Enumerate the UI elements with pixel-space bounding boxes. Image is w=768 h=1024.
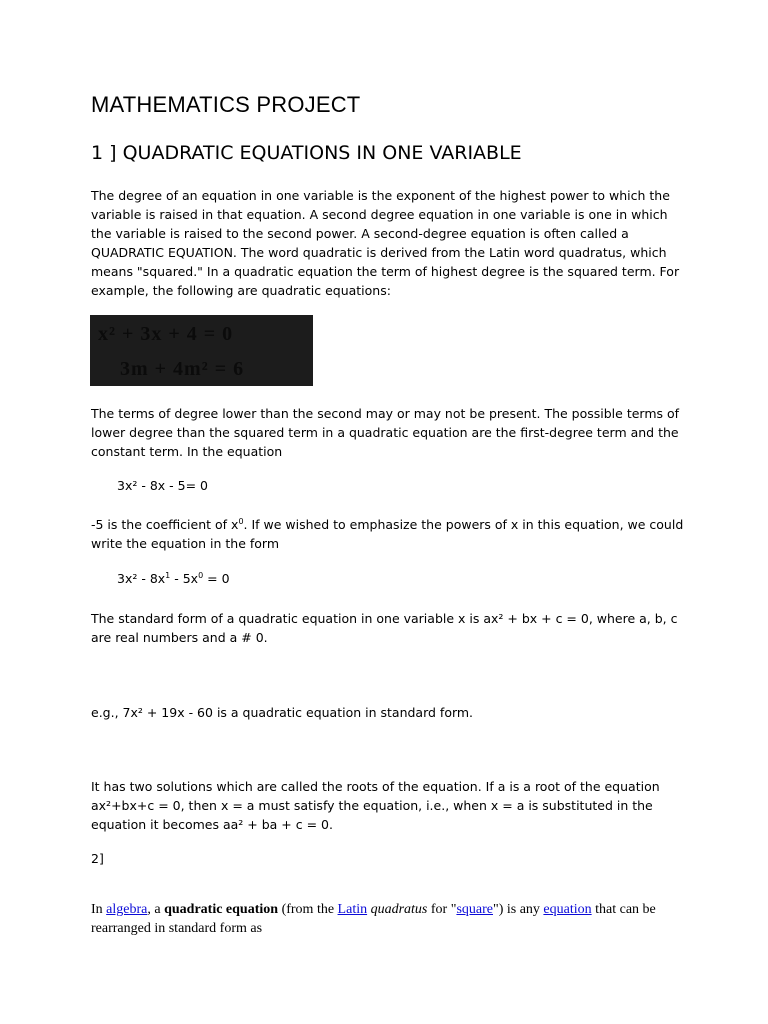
wiki-text-2: , a bbox=[147, 902, 165, 917]
wiki-bold-term: quadratic equation bbox=[164, 902, 279, 917]
link-square[interactable]: square bbox=[456, 902, 493, 917]
paragraph-coefficient bbox=[91, 515, 691, 553]
para3-superscript: 0 bbox=[238, 517, 244, 526]
wiki-text-1: In bbox=[91, 902, 107, 917]
para3-prefix: -5 is the coefficient of x bbox=[91, 517, 239, 532]
wiki-italic-word: quadratus bbox=[370, 902, 428, 917]
paragraph-lower-degree: The terms of degree lower than the second may or may not be present. The possible terms of lower degree than the squared term in a quadratic equation are the first-degree term and the constant term. In the equation bbox=[91, 406, 680, 459]
wiki-text-6: ") is any bbox=[492, 902, 544, 917]
paragraph-intro: The degree of an equation in one variable is the exponent of the highest power to which the variable is raised in that equation. A second degree equation in one variable is one in which the variable is raised to the second power. A second-degree equation is often called a QUADRATIC EQUATION. The word quadratic is derived from the Latin word quadratus, which means "squared." In a quadratic equation the term of highest degree is the squared term. For example, the following are quadratic equations: bbox=[91, 188, 680, 298]
para3-suffix: . If we wished to emphasize the powers of x in this equation, we could write the equation in the form bbox=[91, 517, 684, 551]
eq2-part-b: - 5x bbox=[170, 571, 199, 586]
wiki-text-3: (from the bbox=[278, 902, 338, 917]
paragraph-example: e.g., 7x² + 19x - 60 is a quadratic equation in standard form. bbox=[91, 705, 474, 720]
equation-image-line1: x² + 3x + 4 = 0 bbox=[98, 323, 234, 345]
eq2-sup-1: 1 bbox=[165, 571, 171, 580]
link-equation[interactable]: equation bbox=[543, 902, 592, 917]
wiki-text-7: that can be rearranged in standard form as bbox=[91, 902, 656, 936]
equation-example-2 bbox=[117, 571, 230, 586]
link-algebra[interactable]: algebra bbox=[106, 902, 148, 917]
equation-image bbox=[90, 315, 313, 386]
equation-example-1: 3x² - 8x - 5= 0 bbox=[117, 478, 208, 493]
paragraph-standard-form: The standard form of a quadratic equation in one variable x is ax² + bx + c = 0, where a, b, c are real numbers and a # 0. bbox=[91, 611, 678, 645]
eq2-part-c: = 0 bbox=[203, 571, 230, 586]
link-latin[interactable]: Latin bbox=[337, 902, 368, 917]
paragraph-roots: It has two solutions which are called the roots of the equation. If a is a root of the equation ax²+bx+c = 0, then x = a must satisfy the equation, i.e., when x = a is substituted in the equation it becomes aa² + ba + c = 0. bbox=[91, 779, 660, 832]
wiki-text-5: for " bbox=[427, 902, 457, 917]
wiki-paragraph bbox=[91, 900, 671, 938]
document-title: MATHEMATICS PROJECT bbox=[91, 92, 361, 117]
eq2-sup-2: 0 bbox=[198, 571, 204, 580]
equation-image-line2: 3m + 4m² = 6 bbox=[120, 358, 245, 380]
section2-number: 2] bbox=[91, 851, 104, 866]
section1-heading: 1 ] QUADRATIC EQUATIONS IN ONE VARIABLE bbox=[91, 142, 522, 164]
eq2-part-a: 3x² - 8x bbox=[117, 571, 166, 586]
